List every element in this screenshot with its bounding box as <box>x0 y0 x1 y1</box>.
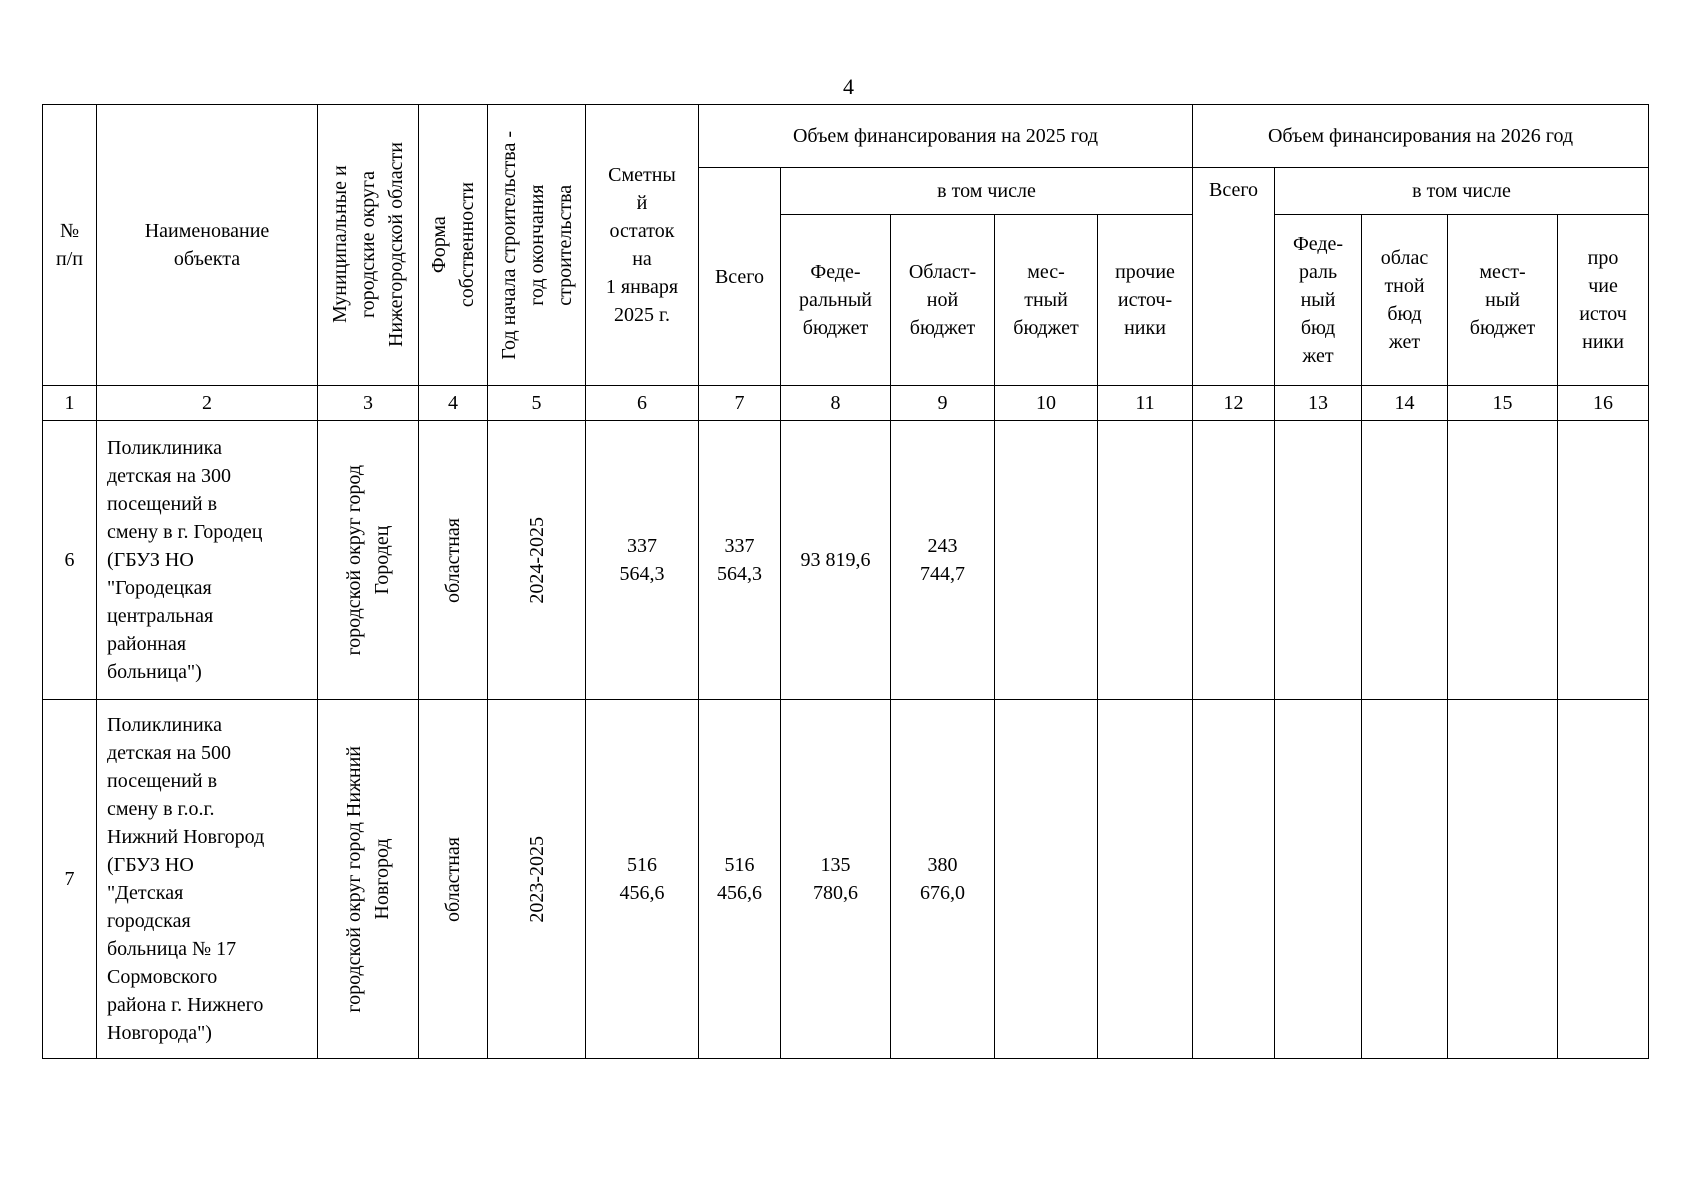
header-years <box>488 105 586 386</box>
text-line: ники <box>1582 331 1624 353</box>
row-object-name <box>97 700 318 1059</box>
text-line: городские округа <box>357 171 379 319</box>
text-line: смену в г.о.г. <box>107 798 215 820</box>
row-regional-2026 <box>1362 700 1448 1059</box>
header-total-2026: Всего <box>1193 168 1275 386</box>
text-line: про <box>1587 247 1619 269</box>
column-number: 14 <box>1362 386 1448 421</box>
header-including-2026: в том числе <box>1275 168 1649 215</box>
text-line: (ГБУЗ НО <box>107 549 194 571</box>
text-line: Новгород <box>371 838 393 920</box>
text-line: Поликлиника <box>107 437 222 459</box>
column-number: 9 <box>891 386 995 421</box>
text-line: "Детская <box>107 882 184 904</box>
row-municipality <box>318 700 419 1059</box>
text-line: Сормовского <box>107 966 218 988</box>
text-line: прочие <box>1115 261 1175 283</box>
text-line: детская на 300 <box>107 465 231 487</box>
text-line: й <box>636 192 648 214</box>
text-line: год окончания <box>525 184 548 306</box>
table-row <box>43 700 1649 1059</box>
header-estimate <box>586 105 699 386</box>
text-line: "Городецкая <box>107 577 212 599</box>
text-line: 516 <box>627 854 657 876</box>
column-number: 8 <box>781 386 891 421</box>
text-line: источ <box>1579 303 1627 325</box>
row-total-2026 <box>1193 700 1275 1059</box>
row-total-2025 <box>699 421 781 700</box>
row-estimate <box>586 700 699 1059</box>
text-line: Сметны <box>608 164 676 186</box>
text-line: чие <box>1588 275 1618 297</box>
column-number: 1 <box>43 386 97 421</box>
page-number: 4 <box>843 74 854 99</box>
text-line: жет <box>1302 345 1334 367</box>
text-line: центральная <box>107 605 214 627</box>
row-federal-2025 <box>781 700 891 1059</box>
text-line: (ГБУЗ НО <box>107 854 194 876</box>
header-fin-2026: Объем финансирования на 2026 год <box>1193 105 1649 168</box>
column-number: 10 <box>995 386 1098 421</box>
header-fin-2025: Объем финансирования на 2025 год <box>699 105 1193 168</box>
text-line: Наименование <box>144 220 270 242</box>
text-line: бюджет <box>1469 317 1536 339</box>
row-ownership: областная <box>419 421 488 700</box>
text-line: 243 <box>927 535 958 557</box>
text-line: Форма <box>428 216 450 274</box>
text-line: Нижний Новгород <box>107 826 265 848</box>
header-regional-2026 <box>1362 215 1448 386</box>
text-line: 456,6 <box>717 882 762 904</box>
text-line: района г. Нижнего <box>107 994 264 1016</box>
header-local-2026 <box>1448 215 1558 386</box>
header-federal-2025 <box>781 215 891 386</box>
text-line: мес- <box>1027 261 1065 283</box>
text-line: ники <box>1124 317 1166 339</box>
row-regional-2026 <box>1362 421 1448 700</box>
text-line: 516 <box>724 854 755 876</box>
row-other-2025 <box>1098 700 1193 1059</box>
text-line: посещений в <box>107 770 218 792</box>
text-line: на <box>632 248 652 270</box>
text-line: городской округ город Нижний <box>343 745 365 1013</box>
header-other-2026 <box>1558 215 1649 386</box>
text-line: Год начала строительства - <box>497 130 520 360</box>
row-other-2026 <box>1558 700 1649 1059</box>
row-other-2025 <box>1098 421 1193 700</box>
text-line: 456,6 <box>619 882 665 904</box>
text-line: раль <box>1298 261 1338 283</box>
column-number: 2 <box>97 386 318 421</box>
row-local-2026 <box>1448 421 1558 700</box>
text-line: Област- <box>908 261 977 283</box>
text-line: облас <box>1380 247 1429 269</box>
text-line: городской округ город <box>343 464 365 656</box>
column-number: 4 <box>419 386 488 421</box>
text-line: 564,3 <box>717 563 762 585</box>
text-line: районная <box>107 633 187 655</box>
financing-table <box>42 104 1649 1059</box>
text-line: № <box>59 220 80 242</box>
header-name <box>97 105 318 386</box>
text-line: 337 <box>627 535 657 557</box>
row-num: 7 <box>43 700 97 1059</box>
text-line: больница") <box>107 661 202 683</box>
header-including-2025: в том числе <box>781 168 1193 215</box>
text-line: ной <box>926 289 959 311</box>
header-total-2025: Всего <box>699 168 781 386</box>
text-line: 2025 г. <box>614 304 670 326</box>
row-federal-2026 <box>1275 421 1362 700</box>
text-line: Муниципальные и <box>329 166 351 324</box>
text-line: Городец <box>371 525 393 595</box>
header-federal-2026 <box>1275 215 1362 386</box>
header-municipality <box>318 105 419 386</box>
text-line: объекта <box>173 248 241 270</box>
header-local-2025 <box>995 215 1098 386</box>
text-line: жет <box>1388 331 1421 353</box>
text-line: Нижегородской области <box>385 142 407 348</box>
column-number: 3 <box>318 386 419 421</box>
row-federal-2026 <box>1275 700 1362 1059</box>
row-total-2026 <box>1193 421 1275 700</box>
column-number: 15 <box>1448 386 1558 421</box>
text-line: тный <box>1024 289 1068 311</box>
row-local-2025 <box>995 700 1098 1059</box>
column-number: 11 <box>1098 386 1193 421</box>
row-object-name <box>97 421 318 700</box>
text-line: 337 <box>724 535 755 557</box>
text-line: Феде- <box>1292 233 1344 255</box>
row-municipality <box>318 421 419 700</box>
text-line: п/п <box>56 248 83 270</box>
text-line: 135 <box>820 854 851 876</box>
text-line: Новгорода") <box>107 1022 212 1044</box>
table-row <box>43 421 1649 700</box>
column-number: 13 <box>1275 386 1362 421</box>
text-line: детская на 500 <box>107 742 231 764</box>
text-line: бюджет <box>909 317 976 339</box>
text-line: 564,3 <box>619 563 665 585</box>
text-line: мест- <box>1479 261 1526 283</box>
row-other-2026 <box>1558 421 1649 700</box>
row-total-2025 <box>699 700 781 1059</box>
column-number: 12 <box>1193 386 1275 421</box>
text-line: бюд <box>1300 317 1336 339</box>
row-years: 2024-2025 <box>488 421 586 700</box>
text-line: бюджет <box>1013 317 1079 339</box>
row-local-2025 <box>995 421 1098 700</box>
column-number: 5 <box>488 386 586 421</box>
text-line: ный <box>1485 289 1520 311</box>
text-line: собственности <box>456 182 478 308</box>
text-line: посещений в <box>107 493 218 515</box>
header-other-2025 <box>1098 215 1193 386</box>
row-regional-2025 <box>891 700 995 1059</box>
row-regional-2025 <box>891 421 995 700</box>
text-line: тной <box>1384 275 1425 297</box>
text-line: Феде- <box>810 261 861 283</box>
column-number: 6 <box>586 386 699 421</box>
text-line: больница № 17 <box>107 938 237 960</box>
row-num: 6 <box>43 421 97 700</box>
text-line: 1 января <box>605 276 679 298</box>
text-line: Поликлиника <box>107 714 222 736</box>
text-line: ральный <box>799 289 872 311</box>
column-number: 7 <box>699 386 781 421</box>
row-federal-2025 <box>781 421 891 700</box>
text-line: 93 819,6 <box>800 549 871 571</box>
text-line: источ- <box>1117 289 1173 311</box>
row-estimate <box>586 421 699 700</box>
header-ownership <box>419 105 488 386</box>
text-line: 676,0 <box>920 882 965 904</box>
text-line: бюд <box>1387 303 1422 325</box>
text-line: городская <box>107 910 191 932</box>
row-years: 2023-2025 <box>488 700 586 1059</box>
text-line: бюджет <box>802 317 869 339</box>
column-numbers-row <box>43 386 1649 421</box>
text-line: 780,6 <box>813 882 858 904</box>
text-line: 744,7 <box>920 563 965 585</box>
text-line: смену в г. Городец <box>107 521 263 543</box>
column-number: 16 <box>1558 386 1649 421</box>
row-ownership: областная <box>419 700 488 1059</box>
text-line: строительства <box>553 184 576 306</box>
header-num <box>43 105 97 386</box>
row-local-2026 <box>1448 700 1558 1059</box>
header-regional-2025 <box>891 215 995 386</box>
text-line: ный <box>1300 289 1336 311</box>
text-line: остаток <box>609 220 675 242</box>
text-line: 380 <box>927 854 958 876</box>
